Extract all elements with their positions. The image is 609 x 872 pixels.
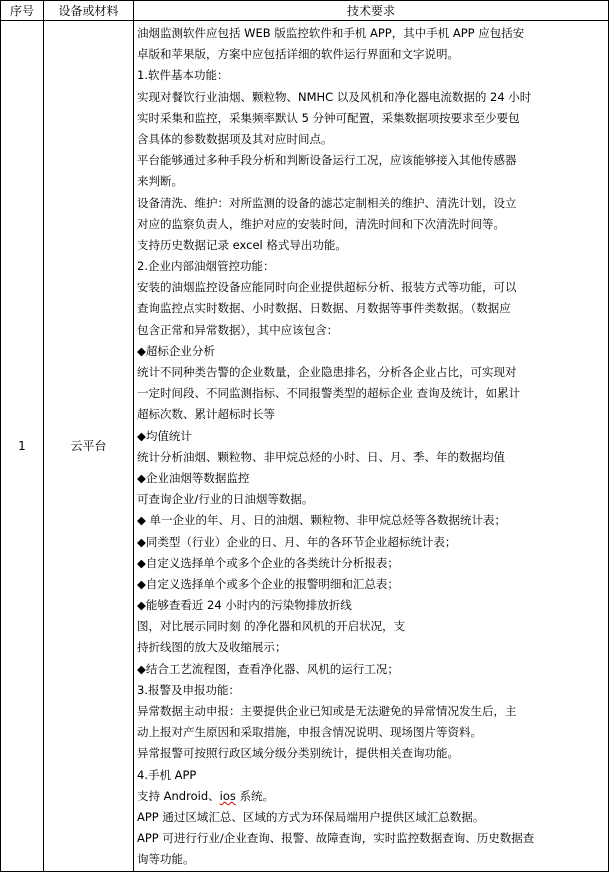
requirement-line: 异常报警可按照行政区域分级分类别统计，提供相关查询功能。 xyxy=(137,746,459,761)
requirement-line: 油烟监测软件应包括 WEB 版监控软件和手机 APP，其中手机 APP 应包括安 xyxy=(137,26,525,40)
requirement-line: 一定时间段、不同监测指标、不同报警类型的超标企业 查询及统计，如累计 xyxy=(137,386,521,401)
requirement-line: 1.软件基本功能： xyxy=(137,68,229,83)
header-requirement: 技术要求 xyxy=(134,1,609,21)
requirement-line: 查询监控点实时数据、小时数据、日数据、月数据等事件类数据。（数据应 xyxy=(137,301,511,316)
requirement-line: ◆自定义选择单个或多个企业的报警明细和汇总表； xyxy=(137,576,399,591)
table-row xyxy=(1,21,609,872)
requirement-line: APP 通过区域汇总、区域的方式为环保局端用户提供区域汇总数据。 xyxy=(137,809,485,824)
requirement-line: 支持 Android、ios 系统。 xyxy=(137,788,275,803)
header-no: 序号 xyxy=(1,1,44,21)
requirement-line: ◆超标企业分析 xyxy=(137,343,215,358)
requirement-line: ◆自定义选择单个或多个企业的各类统计分析报表； xyxy=(137,555,399,570)
row-number: 1 xyxy=(1,21,44,872)
requirement-line: 平台能够通过多种手段分析和判断设备运行工况，应该能够接入其他传感器 xyxy=(137,153,517,168)
requirement-line: 3.报警及申报功能： xyxy=(137,682,240,697)
requirement-line: 来判断。 xyxy=(137,174,183,189)
requirement-line: 2.企业内部油烟管控功能： xyxy=(137,259,275,274)
requirement-line: 统计不同种类告警的企业数量，企业隐患排名，分析各企业占比，可实现对 xyxy=(137,365,517,379)
requirement-text xyxy=(134,21,609,872)
requirement-line: 可查询企业/行业的日油烟等数据。 xyxy=(137,492,314,507)
row-device: 云平台 xyxy=(44,21,134,872)
requirement-line: 超标次数、累计超标时长等 xyxy=(137,407,275,422)
requirement-line: APP 可进行行业/企业查询、报警、故障查询，实时监控数据查询、历史数据查 xyxy=(137,831,535,846)
requirement-line: 安装的油烟监控设备应能同时向企业提供超标分析、报装方式等功能，可以 xyxy=(137,280,517,295)
requirement-line: 图，对比展示同时刻 的净化器和风机的开启状况，支 xyxy=(137,619,406,634)
requirement-line: 4.手机 APP xyxy=(137,767,197,782)
table-header-row xyxy=(1,1,609,21)
requirement-line: ◆同类型（行业）企业的日、月、年的各环节企业超标统计表； xyxy=(137,534,457,549)
requirement-line: 对应的监察负责人，维护对应的安装时间，清洗时间和下次清洗时间等。 xyxy=(137,216,505,231)
requirement-line: 异常数据主动申报：主要提供企业已知或是无法避免的异常情况发生后，主 xyxy=(137,704,517,718)
requirement-line: 支持历史数据记录 excel 格式导出功能。 xyxy=(137,237,347,252)
spellcheck-word: ios xyxy=(219,788,236,803)
requirement-line: 包含正常和异常数据），其中应该包含： xyxy=(137,322,339,337)
requirement-line: ◆均值统计 xyxy=(137,428,192,443)
requirement-line: 动上报对产生原因和采取措施，申报含情况说明、现场图片等资料。 xyxy=(137,725,482,740)
requirement-line: 实现对餐饮行业油烟、颗粒物、NMHC 以及风机和净化器电流数据的 24 小时 xyxy=(137,89,532,104)
requirement-line: 统计分析油烟、颗粒物、非甲烷总烃的小时、日、月、季、年的数据均值 xyxy=(137,449,505,464)
requirement-line: ◆能够查看近 24 小时内的污染物排放折线 xyxy=(137,598,352,613)
requirement-line: 持折线图的放大及收缩展示； xyxy=(137,640,287,655)
requirement-line: 询等功能。 xyxy=(137,852,195,867)
requirement-line: ◆企业油烟等数据监控 xyxy=(137,470,250,485)
requirement-line: ◆ 单一企业的年、月、日的油烟、颗粒物、非甲烷总烃等各数据统计表； xyxy=(137,513,506,528)
requirement-lines xyxy=(137,23,605,871)
requirement-line: 设备清洗、维护：对所监测的设备的滤芯定制相关的维护、清洗计划，设立 xyxy=(137,195,517,210)
requirement-line: 卓版和苹果版，方案中应包括详细的软件运行界面和文字说明。 xyxy=(137,47,459,62)
header-device: 设备或材料 xyxy=(44,1,134,21)
requirement-line: 实时采集和监控，采集频率默认 5 分钟可配置，采集数据项按要求至少要包 xyxy=(137,110,520,125)
requirement-line: 含具体的参数数据项及其对应时间点。 xyxy=(137,131,333,146)
requirement-line: ◆结合工艺流程图，查看净化器、风机的运行工况； xyxy=(137,661,399,676)
